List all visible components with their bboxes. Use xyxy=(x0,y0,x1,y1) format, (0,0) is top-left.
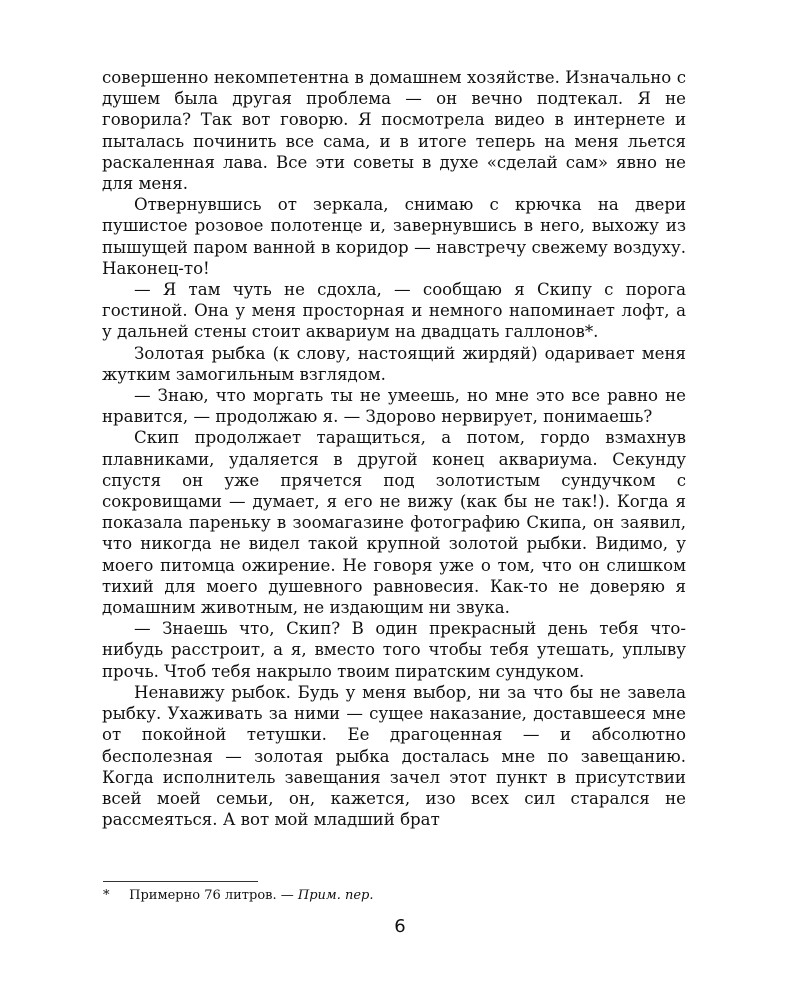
footnote-text: Примерно 76 литров. — xyxy=(129,888,294,903)
main-text xyxy=(102,67,686,830)
footnote-divider xyxy=(103,881,258,882)
page-number: 6 xyxy=(394,916,406,937)
paragraph-4: Золотая рыбка (к слову, настоящий жирдяй) одаривает меня жутким замогильным взглядом. xyxy=(102,343,686,384)
paragraph-3: — Я там чуть не сдохла, — сообщаю я Скипу с порога гостиной. Она у меня просторная и немного напоминает лофт, а у дальней стены стоит аквариум на двадцать галлонов*. xyxy=(102,280,686,342)
paragraph-2: Отвернувшись от зеркала, снимаю с крючка на двери пушистое розовое полотенце и, завернувшись в него, выхожу из пышущей паром ванной в коридор — навстречу свежему воздуху. Наконец-то! xyxy=(102,195,686,278)
paragraph-6: Скип продолжает таращиться, а потом, гордо взмахнув плавниками, удаляется в другой конец аквариума. Секунду спустя он уже прячется под золотистым сундучком с сокровищами — думает, я его не вижу (как бы не так!). Когда я показала пареньку в зоомагазине фотографию Скипа, он заявил, что никогда не видел такой крупной золотой рыбки. Видимо, у моего питомца ожирение. Не говоря уже о том, что он слишком тихий для моего душевного равновесия. Как-то не доверяю я домашним животным, не издающим ни звука. xyxy=(102,428,686,618)
paragraph-7: — Знаешь что, Скип? В один прекрасный день тебя что-нибудь расстроит, а я, вместо того чтобы тебя утешать, уплыву прочь. Чтоб тебя накрыло твоим пиратским сундуком. xyxy=(102,619,686,681)
footnote-note: Прим. пер. xyxy=(297,888,374,903)
paragraph-1: совершенно некомпетентна в домашнем хозяйстве. Изначально с душем была другая проблема — он вечно подтекал. Я не говорила? Так вот говорю. Я посмотрела видео в интернете и пыталась починить все сама, и в итоге теперь на меня льется раскаленная лава. Все эти советы в духе «сделай сам» явно не для меня. xyxy=(102,68,686,194)
paragraph-8: Ненавижу рыбок. Будь у меня выбор, ни за что бы не завела рыбку. Ухаживать за ними — сущее наказание, доставшееся мне от покойной тетушки. Ее драгоценная — и абсолютно бесполезная — золотая рыбка досталась мне по завещанию. Когда исполнитель завещания зачел этот пункт в присутствии всей моей семьи, он, кажется, изо всех сил старался не рассмеяться. А вот мой младший брат xyxy=(102,682,686,830)
footnote-mark: * xyxy=(103,888,110,903)
paragraph-5: — Знаю, что моргать ты не умеешь, но мне это все равно не нравится, — продолжаю я. — Здорово нервирует, понимаешь? xyxy=(102,386,686,427)
footnote xyxy=(103,888,687,904)
